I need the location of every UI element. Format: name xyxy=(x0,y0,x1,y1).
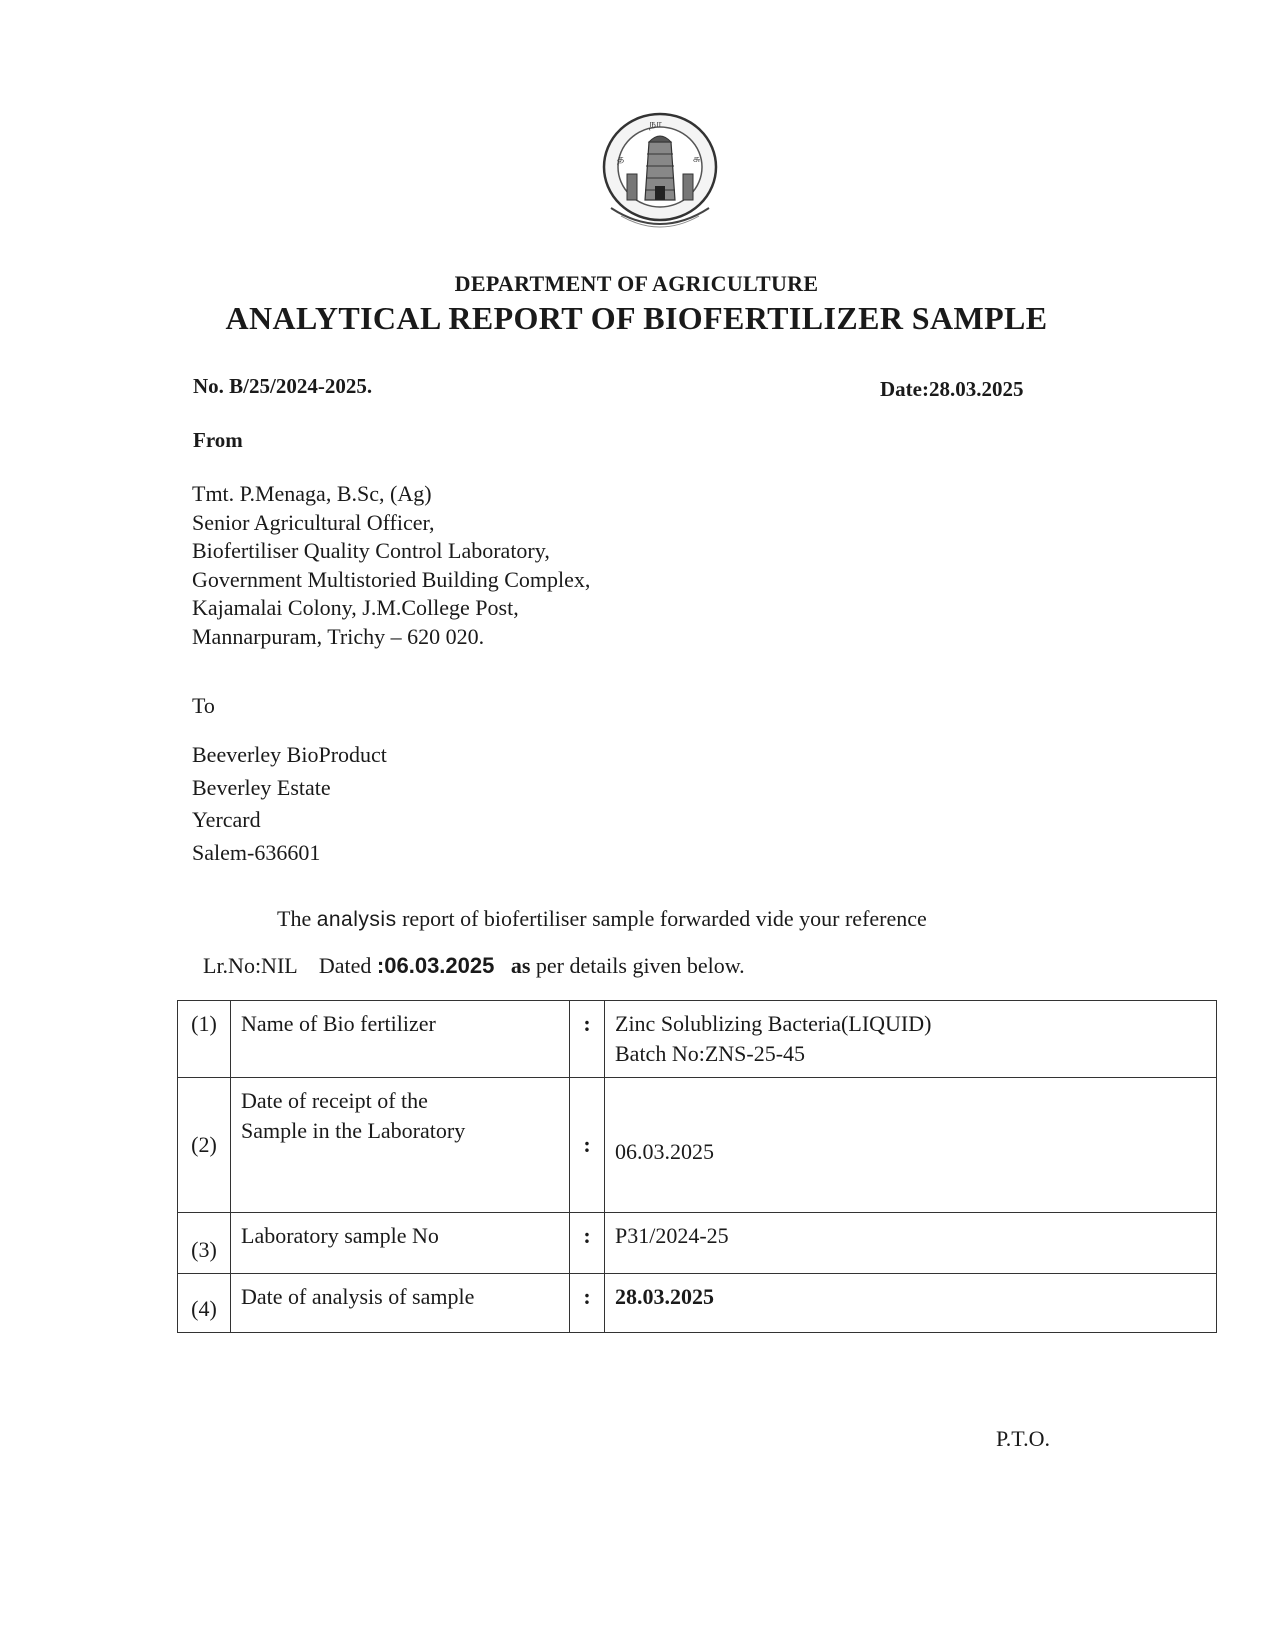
referenced-date: :06.03.2025 xyxy=(376,953,495,978)
to-line: Beeverley BioProduct xyxy=(192,742,387,767)
from-label: From xyxy=(193,428,243,452)
batch-number: Batch No:ZNS-25-45 xyxy=(615,1041,806,1066)
svg-text:நா: நா xyxy=(649,117,662,130)
row-number: (1) xyxy=(178,1001,231,1078)
to-line: Yercard xyxy=(192,807,261,832)
row-colon: : xyxy=(570,1001,605,1078)
table-row xyxy=(178,1078,1217,1213)
row-label xyxy=(231,1078,570,1213)
intro-text: Lr.No:NIL Dated xyxy=(203,953,377,978)
intro-text: report of biofertiliser sample forwarded vide your reference xyxy=(396,906,927,931)
to-label: To xyxy=(192,693,215,718)
intro-line-1 xyxy=(277,906,927,932)
row-colon: : xyxy=(570,1078,605,1213)
from-line: Biofertiliser Quality Control Laboratory, xyxy=(192,538,550,563)
svg-text:த: த xyxy=(617,152,625,165)
intro-text: per details given below. xyxy=(530,953,745,978)
row-colon: : xyxy=(570,1213,605,1274)
from-address xyxy=(192,480,590,651)
from-line: Government Multistoried Building Complex, xyxy=(192,566,591,592)
row-number: (4) xyxy=(178,1274,231,1333)
row-value: 06.03.2025 xyxy=(605,1078,1217,1213)
row-colon: : xyxy=(570,1274,605,1333)
table-row xyxy=(178,1274,1217,1333)
to-address xyxy=(192,739,387,869)
to-line: Salem-636601 xyxy=(192,839,321,865)
from-line: Tmt. P.Menaga, B.Sc, (Ag) xyxy=(192,481,432,506)
row-label: Laboratory sample No xyxy=(231,1213,570,1274)
report-title: ANALYTICAL REPORT OF BIOFERTILIZER SAMPLE xyxy=(225,300,1048,336)
svg-text:சு: சு xyxy=(693,152,701,165)
from-line: Kajamalai Colony, J.M.College Post, xyxy=(192,595,519,620)
to-line: Beverley Estate xyxy=(192,774,331,800)
page-turn-over-note: P.T.O. xyxy=(996,1426,1050,1451)
row-label-line: Date of receipt of the xyxy=(241,1088,428,1113)
row-label-line: Sample in the Laboratory xyxy=(241,1118,466,1143)
row-value: P31/2024-25 xyxy=(605,1213,1217,1274)
row-label: Name of Bio fertilizer xyxy=(231,1001,570,1078)
from-line: Mannarpuram, Trichy – 620 020. xyxy=(192,623,485,649)
intro-text: analysis xyxy=(316,908,397,931)
row-value: 28.03.2025 xyxy=(605,1274,1217,1333)
row-value xyxy=(605,1001,1217,1078)
table-row xyxy=(178,1001,1217,1078)
biofertilizer-name: Zinc Solublizing Bacteria(LIQUID) xyxy=(615,1011,932,1036)
intro-text: The xyxy=(277,906,317,931)
reference-number: No. B/25/2024-2025. xyxy=(193,374,373,398)
table-row xyxy=(178,1213,1217,1274)
row-label: Date of analysis of sample xyxy=(231,1274,570,1333)
report-date: Date:28.03.2025 xyxy=(880,377,1024,401)
state-emblem-icon xyxy=(597,112,723,242)
row-number: (2) xyxy=(178,1078,231,1213)
row-number: (3) xyxy=(178,1213,231,1274)
intro-text: as xyxy=(510,953,531,978)
intro-line-2 xyxy=(203,953,745,979)
sample-details-table xyxy=(177,1000,1217,1333)
from-line: Senior Agricultural Officer, xyxy=(192,509,435,535)
department-heading: DEPARTMENT OF AGRICULTURE xyxy=(454,271,819,296)
